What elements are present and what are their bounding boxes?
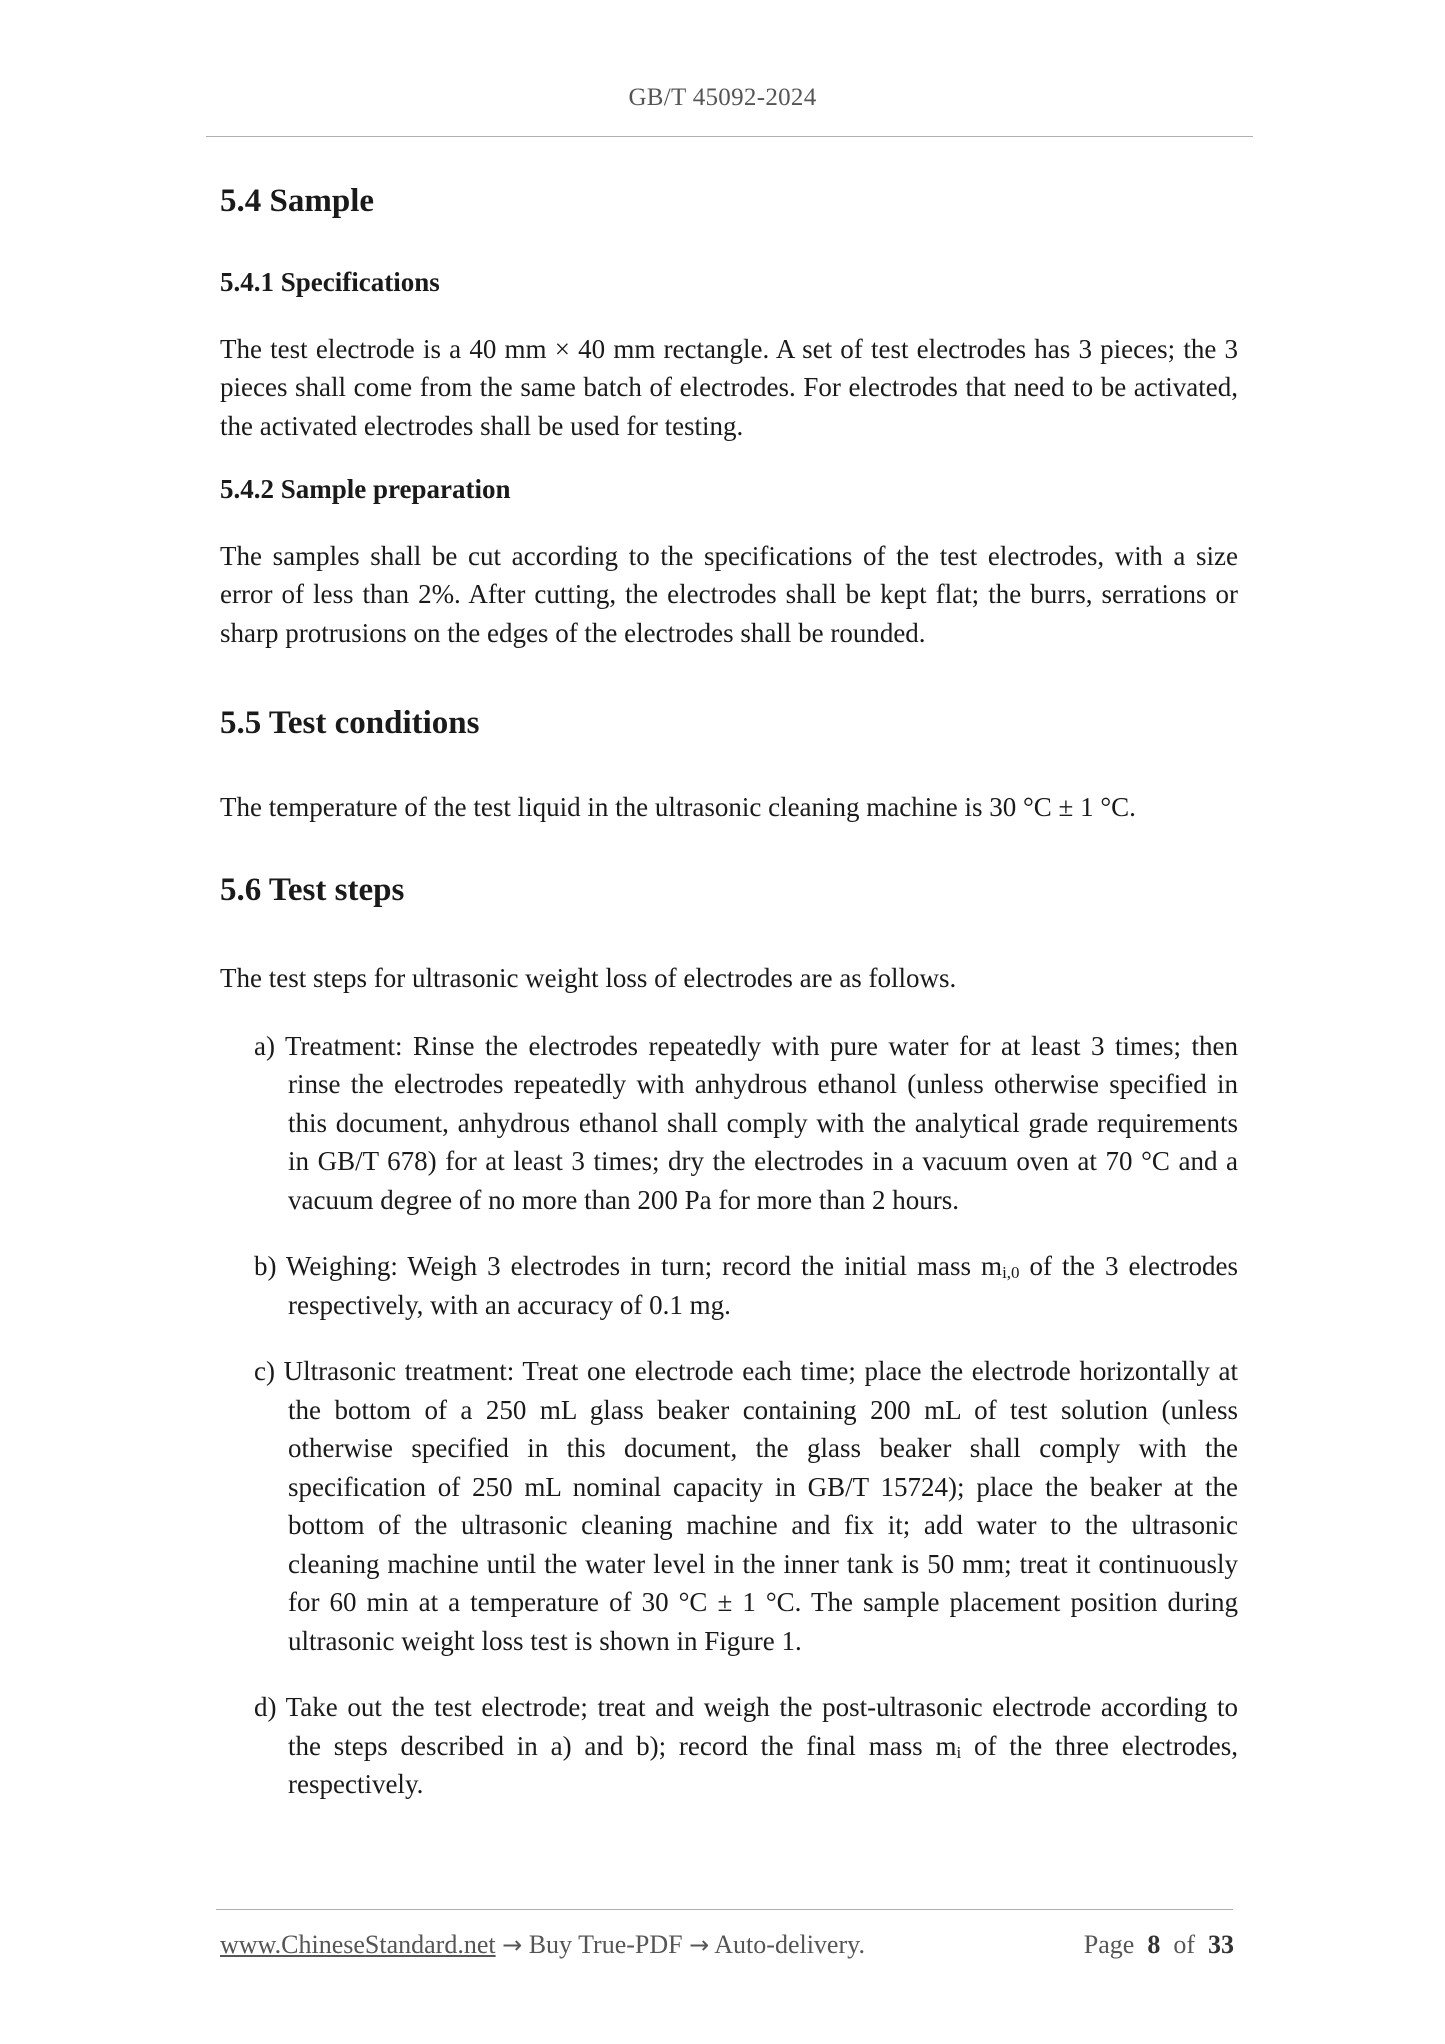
arrow-right-icon: → (502, 1931, 523, 1959)
page-label: Page (1083, 1930, 1135, 1959)
section-heading-5-4: 5.4 Sample (220, 183, 375, 219)
section-body-5-5: The temperature of the test liquid in the ultrasonic cleaning machine is 30 °C ± 1 °C. (220, 791, 1136, 822)
page-footer (220, 1930, 1234, 1960)
page-current: 8 (1147, 1930, 1161, 1959)
step-d-text-start: d) Take out the test electrode; treat and weigh the post-ultrasonic electrode according to the steps described in a) and b); record the final mass m (254, 1692, 1238, 1761)
page-number (1084, 1930, 1234, 1960)
step-b-subscript: i,0 (1002, 1263, 1020, 1283)
step-a: a) Treatment: Rinse the electrodes repeatedly with pure water for at least 3 times; then rinse the electrodes repeatedly with anhydrous ethanol (unless otherwise specified in this document, anhydrous ethanol shall comply with the analytical grade requirements in GB/T 678) for at least 3 times; dry the electrodes in a vacuum oven at 70 °C and a vacuum degree of no more than 200 Pa for more than 2 hours. (254, 1030, 1238, 1215)
document-header-title: GB/T 45092-2024 (628, 84, 817, 111)
footer-promo (220, 1930, 865, 1960)
section-heading-5-4-1: 5.4.1 Specifications (220, 266, 440, 297)
footer-divider (216, 1909, 1233, 1910)
section-heading-5-4-2: 5.4.2 Sample preparation (220, 474, 511, 505)
section-heading-5-5: 5.5 Test conditions (220, 705, 480, 742)
step-b (254, 1247, 1238, 1324)
delivery-text: Auto-delivery. (709, 1930, 865, 1959)
step-d-text-end: of the three electrodes, respectively. (288, 1730, 1238, 1800)
section-heading-5-6: 5.6 Test steps (220, 872, 405, 909)
step-d-subscript: i (956, 1742, 962, 1762)
website-link[interactable]: www.ChineseStandard.net (220, 1930, 496, 1959)
buy-text: Buy True-PDF (522, 1930, 690, 1959)
section-body-5-4-2: The samples shall be cut according to the specifications of the test electrodes, with a size error of less than 2%. After cutting, the electrodes shall be kept flat; the burrs, serrations or sharp protrusions on the edges of the electrodes shall be rounded. (220, 540, 1238, 648)
section-intro-5-6: The test steps for ultrasonic weight loss of electrodes are as follows. (220, 963, 957, 994)
section-body-5-4-1: The test electrode is a 40 mm × 40 mm rectangle. A set of test electrodes has 3 pieces; the 3 pieces shall come from the same batch of electrodes. For electrodes that need to be activated, the activated electrodes shall be used for testing. (220, 333, 1238, 441)
step-d (254, 1688, 1238, 1804)
step-b-text-end: of the 3 electrodes respectively, with an accuracy of 0.1 mg. (288, 1251, 1238, 1320)
arrow-right-icon: → (689, 1931, 710, 1959)
page-total: 33 (1208, 1930, 1234, 1959)
page-content (220, 180, 1238, 1804)
page-of: of (1173, 1930, 1195, 1959)
header-divider (206, 136, 1253, 137)
step-c: c) Ultrasonic treatment: Treat one electrode each time; place the electrode horizontally at the bottom of a 250 mL glass beaker containing 200 mL of test solution (unless otherwise specified in this document, the glass beaker shall comply with the specification of 250 mL nominal capacity in GB/T 15724); place the beaker at the bottom of the ultrasonic cleaning machine and fix it; add water to the ultrasonic cleaning machine until the water level in the inner tank is 50 mm; treat it continuously for 60 min at a temperature of 30 °C ± 1 °C. The sample placement position during ultrasonic weight loss test is shown in Figure 1. (254, 1356, 1238, 1656)
step-b-text-start: b) Weighing: Weigh 3 electrodes in turn; record the initial mass m (254, 1251, 1003, 1282)
